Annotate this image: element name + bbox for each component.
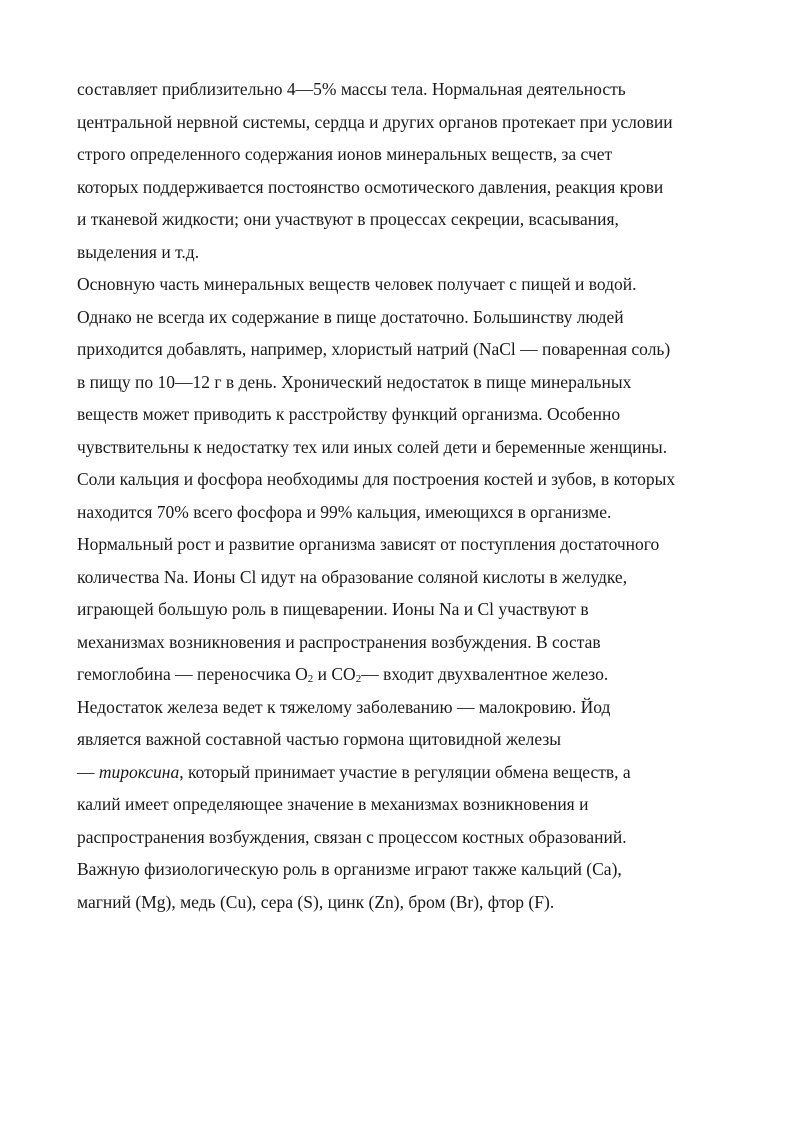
- text-line: Основную часть минеральных веществ человек получает с пищей и водой.: [77, 274, 637, 294]
- text-fragment: , который принимает участие в регуляции обмена веществ, а: [179, 761, 631, 782]
- text-line: находится 70% всего фосфора и 99% кальция, имеющихся в организме.: [77, 501, 612, 522]
- subscript: 2: [355, 673, 362, 685]
- text-line: Однако не всегда их содержание в пище достаточно. Большинству людей: [77, 306, 624, 327]
- text-line: веществ может приводить к расстройству функций организма. Особенно: [77, 404, 621, 424]
- text-fragment: —: [77, 761, 99, 782]
- text-fragment: гемоглобина — переносчика O: [77, 664, 308, 684]
- text-line-formula: [77, 658, 737, 691]
- italic-term: тироксина: [98, 761, 180, 782]
- text-line: магний (Mg), медь (Cu), сера (S), цинк (Zn), бром (Br), фтор (F).: [77, 891, 555, 912]
- text-line: Недостаток железа ведет к тяжелому заболеванию — малокровию. Йод: [77, 696, 611, 717]
- text-line: калий имеет определяющее значение в механизмах возникновения и: [77, 794, 589, 814]
- subscript: 2: [307, 673, 314, 685]
- text-line: центральной нервной системы, сердца и других органов протекает при условии: [77, 111, 673, 132]
- text-line: и тканевой жидкости; они участвуют в процессах секреции, всасывания,: [77, 209, 619, 229]
- text-line: играющей большую роль в пищеварении. Ионы Na и Cl участвуют в: [77, 599, 589, 619]
- text-line: является важной составной частью гормона щитовидной железы: [77, 729, 562, 749]
- text-line: количества Na. Ионы Cl идут на образование соляной кислоты в желудке,: [77, 566, 628, 587]
- text-fragment: и CO: [313, 664, 356, 684]
- text-line: приходится добавлять, например, хлористый натрий (NaCl — поваренная соль): [77, 339, 671, 359]
- text-line-italic-term: [77, 756, 737, 789]
- text-line: Соли кальция и фосфора необходимы для построения костей и зубов, в которых: [77, 469, 676, 489]
- text-line: составляет приблизительно 4—5% массы тела. Нормальная деятельность: [77, 79, 626, 99]
- text-line: механизмах возникновения и распространения возбуждения. В состав: [77, 631, 601, 652]
- text-line: распространения возбуждения, связан с процессом костных образований.: [77, 826, 627, 847]
- text-line: выделения и т.д.: [77, 241, 200, 262]
- text-line: в пищу по 10—12 г в день. Хронический недостаток в пище минеральных: [77, 371, 632, 392]
- text-line: строго определенного содержания ионов минеральных веществ, за счет: [77, 144, 613, 164]
- text-line: Важную физиологическую роль в организме играют также кальций (Ca),: [77, 859, 622, 879]
- body-text: [77, 73, 737, 918]
- text-line: которых поддерживается постоянство осмотического давления, реакция крови: [77, 176, 664, 197]
- text-fragment: — входит двухвалентное железо.: [361, 664, 609, 684]
- text-line: Нормальный рост и развитие организма зависят от поступления достаточного: [77, 534, 660, 554]
- text-line: чувствительны к недостатку тех или иных солей дети и беременные женщины.: [77, 436, 668, 457]
